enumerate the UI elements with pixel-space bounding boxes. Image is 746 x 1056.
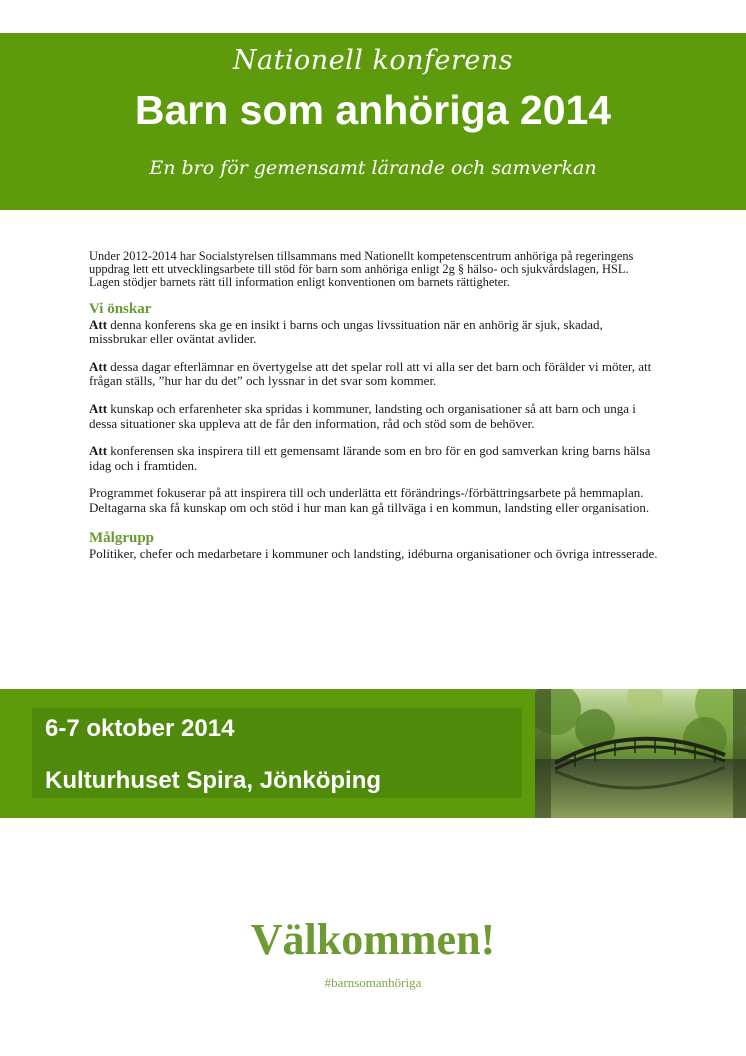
wish-text: konferensen ska inspirera till ett gemensamt lärande som en bro för en god samverkan kring barns hälsa idag och i framtiden. [89,443,651,473]
program-paragraph: Programmet fokuserar på att inspirera till och underlätta ett förändrings-/förbättringsarbete på hemmaplan. Deltagarna ska få kunskap om och stöd i hur man kan gå tillväga i en kommun, landsting eller organisation. [89,485,650,515]
wish-text: denna konferens ska ge en insikt i barns och ungas livssituation när en anhörig är sjuk, skadad, missbrukar eller oväntat avlider. [89,316,603,347]
wish-lead: Att [89,400,108,416]
event-band [0,689,746,818]
conference-subtitle: En bro för gemensamt lärande och samverkan [149,157,597,179]
wish-item [89,318,661,347]
bridge-photo [535,689,746,818]
intro-paragraph: Under 2012-2014 har Socialstyrelsen tillsammans med Nationellt kompetenscentrum anhöriga på regeringens uppdrag lett ett utvecklingsarbete till stöd för barn som anhöriga enligt 2g § hälso- och sjukvårdslagen, HSL. Lagen stödjer barnets rätt till information enligt konventionen om barnets rättigheter. [89,249,634,290]
main-content [89,250,661,574]
target-heading: Målgrupp [89,529,155,546]
header-banner [0,33,746,210]
event-venue: Kulturhuset Spira, Jönköping [45,767,382,794]
wish-lead: Att [89,443,108,459]
wish-text: kunskap och erfarenheter ska spridas i kommuner, landsting och organisationer så att barn och unga i dessa situationer ska uppleva att de får den information, råd och stöd som de behöver. [89,400,636,431]
wish-lead: Att [89,358,108,374]
wish-text: dessa dagar efterlämnar en övertygelse att det spelar roll att vi alla ser det barn och förälder vi möter, att frågan ställs, ”hur har du det” och lyssnar in det svar som kommer. [89,358,652,389]
welcome-heading: Välkommen! [250,915,496,964]
wish-item [89,360,661,389]
wish-item [89,444,661,473]
wish-lead: Att [89,316,108,332]
target-text: Politiker, chefer och medarbetare i kommuner och landsting, idéburna organisationer och övriga intresserade. [89,545,658,561]
event-date: 6-7 oktober 2014 [45,715,235,742]
page-title: Barn som anhöriga 2014 [134,87,612,133]
wish-item [89,402,661,431]
wishes-heading: Vi önskar [89,300,152,317]
hashtag: #barnsomanhöriga [324,975,422,990]
conference-kicker: Nationell konferens [232,45,514,76]
